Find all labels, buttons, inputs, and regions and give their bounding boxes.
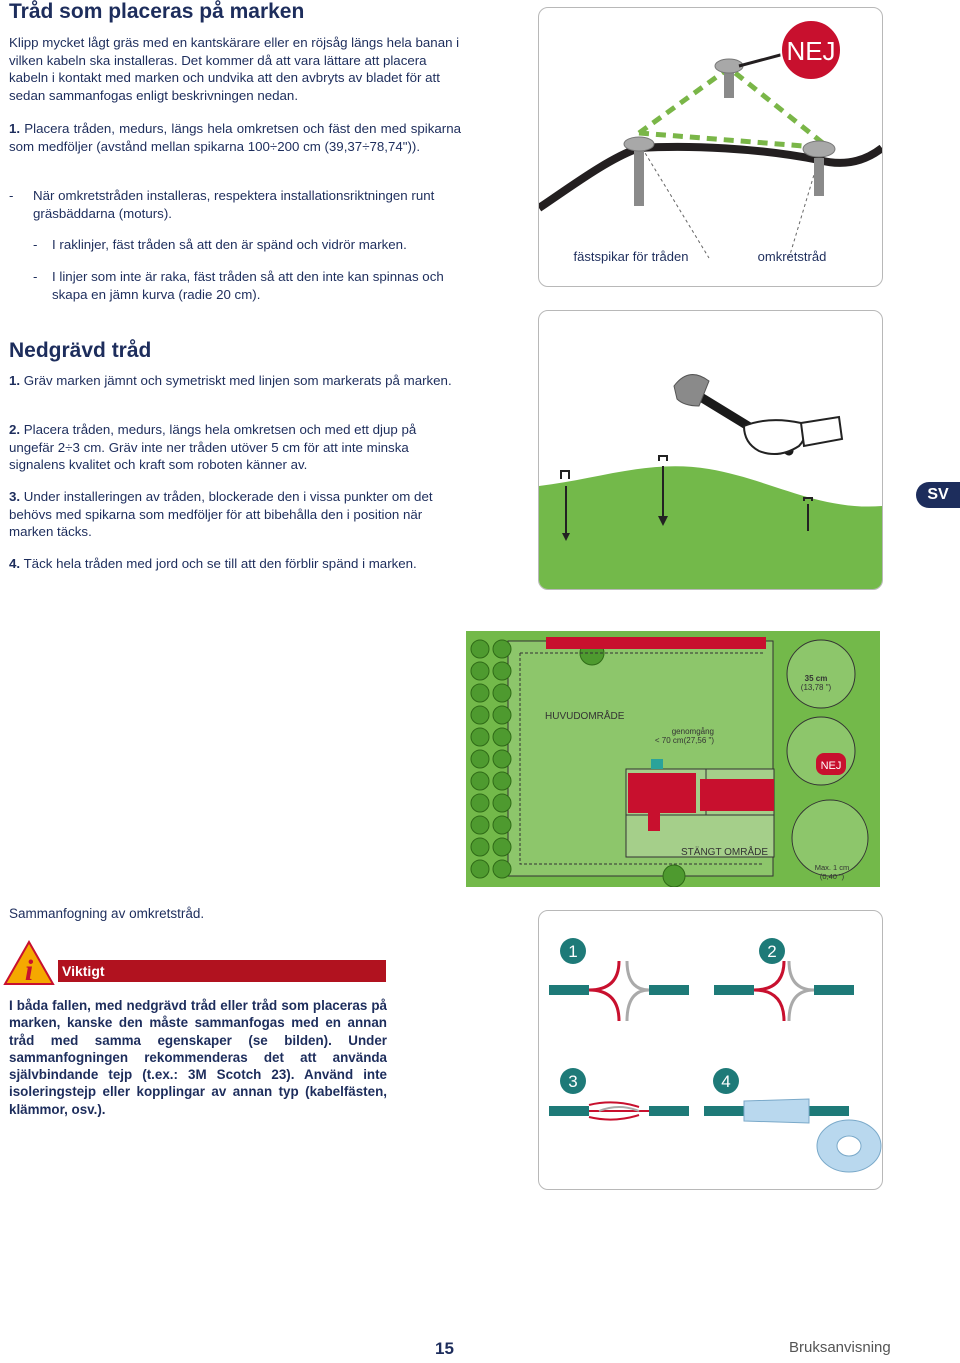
figure-splice-steps [538, 910, 883, 1190]
section-title-buried-wire: Nedgrävd tråd [9, 339, 152, 362]
peg-icon [624, 137, 654, 206]
step-number: 4. [9, 556, 21, 571]
bullet-text: I raklinjer, fäst tråden så att den är spänd och vidrör marken. [52, 237, 407, 252]
bullet-item [33, 268, 461, 303]
step-text: Placera tråden, medurs, längs hela omkretsen och med ett djup på ungefär 2÷3 cm. Gräv inte ner tråden utöver 5 cm för att inte minska signalens kvalitet och kraft som roboten känner av. [9, 422, 417, 472]
step-number: 1. [9, 121, 21, 136]
hammer-ground-illustration [539, 311, 882, 589]
step-number: 2. [9, 422, 21, 437]
step-number: 2 [767, 942, 777, 961]
dim-label-1: 35 cm [804, 674, 828, 683]
dim-label-3: Max. 1 cm [814, 863, 850, 872]
step-text: Gräv marken jämnt och symetriskt med linjen som markerats på marken. [23, 373, 452, 388]
dim-label-4: (0,40 ") [819, 872, 845, 881]
label-passage-2: < 70 cm(27,56 ") [654, 736, 714, 745]
section-title-surface-wire: Tråd som placeras på marken [9, 0, 305, 23]
step-2 [9, 421, 461, 474]
peg-icon [803, 141, 835, 196]
svg-text:i: i [24, 954, 34, 986]
tape-roll-icon [817, 1120, 881, 1172]
step-number: 1. [9, 373, 21, 388]
step-1 [9, 120, 461, 155]
splice-step-2 [714, 938, 854, 1021]
page-number: 15 [435, 1339, 454, 1358]
step-text: Under installeringen av tråden, blockerade den i vissa punkter om det behövs med spikarna som medföljer för att bibehålla den i position när marken täcks. [9, 489, 433, 539]
label-main-area: HUVUDOMRÅDE [545, 711, 625, 722]
label-closed-area: STÄNGT OMRÅDE [681, 847, 769, 858]
language-tab-sv: SV [916, 482, 960, 508]
step-text: Placera tråden, medurs, längs hela omkretsen och fäst den med spikarna som medföljer (avstånd mellan spikarna 100÷200 cm (39,37÷78,74")). [9, 121, 461, 154]
splice-step-3 [549, 1068, 689, 1120]
bullet-text: I linjer som inte är raka, fäst tråden så att den inte kan spinnas och skapa en jämn kurva (radie 20 cm). [52, 269, 444, 302]
splice-step-1 [549, 938, 689, 1021]
step-1 [9, 372, 461, 390]
step-text: Täck hela tråden med jord och se till att den förblir spänd i marken. [23, 556, 417, 571]
step-number: 3 [568, 1072, 578, 1091]
step-number: 3. [9, 489, 21, 504]
figure-hammer-ground [538, 310, 883, 590]
bullet-text: När omkretstråden installeras, respektera installationsriktningen runt gräsbäddarna (moturs). [33, 188, 435, 221]
bullet-dash: - [33, 237, 38, 252]
bullet-dash: - [9, 188, 14, 203]
step-number: 4 [721, 1072, 731, 1091]
manual-label: Bruksanvisning [789, 1339, 891, 1356]
important-text: I båda fallen, med nedgrävd tråd eller tråd som placeras på marken, kanske den måste sammanfogas med en annan tråd med samma egenskaper (se bilden). Under sammanfogningen rekommenderas det att använda självbindande tejp (t.ex.: 3M Scotch 23). Använd inte isoleringstejp eller kopplingar av annan typ (kabelfästen, klämmor, osv.). [9, 998, 387, 1117]
label-pegs: fästspikar för tråden [573, 249, 689, 264]
figure-garden-plan [466, 631, 880, 887]
step-3 [9, 488, 461, 541]
no-badge-text: NEJ [786, 36, 836, 66]
splice-steps-illustration [539, 911, 882, 1189]
no-badge-text: NEJ [820, 760, 842, 772]
step-4 [9, 555, 461, 573]
dim-label-2: (13,78 ") [800, 683, 832, 692]
bullet-dash: - [33, 269, 38, 284]
intro-paragraph: Klipp mycket lågt gräs med en kantskärare eller en röjsåg längs hela banan i vilken kabeln ska installeras. Det kommer då att vara lättare att placera kabeln i kontakt med marken och undvika att den avbryts av bladet för att sedan sammanfogas enligt beskrivningen nedan. [9, 35, 460, 103]
splice-step-4 [704, 1068, 881, 1172]
step-number: 1 [568, 942, 578, 961]
bullet-item [33, 236, 461, 254]
figure-wire-pegs [538, 7, 883, 287]
label-passage-1: genomgång [671, 727, 714, 736]
hand-icon [744, 417, 842, 454]
label-wire: omkretstråd [757, 249, 827, 264]
wire-pegs-illustration [539, 8, 882, 286]
important-heading: Viktigt [58, 960, 386, 982]
info-icon [3, 940, 55, 986]
garden-plan-illustration [466, 631, 880, 887]
bullet-item [9, 187, 461, 222]
splice-caption: Sammanfogning av omkretstråd. [9, 906, 205, 921]
